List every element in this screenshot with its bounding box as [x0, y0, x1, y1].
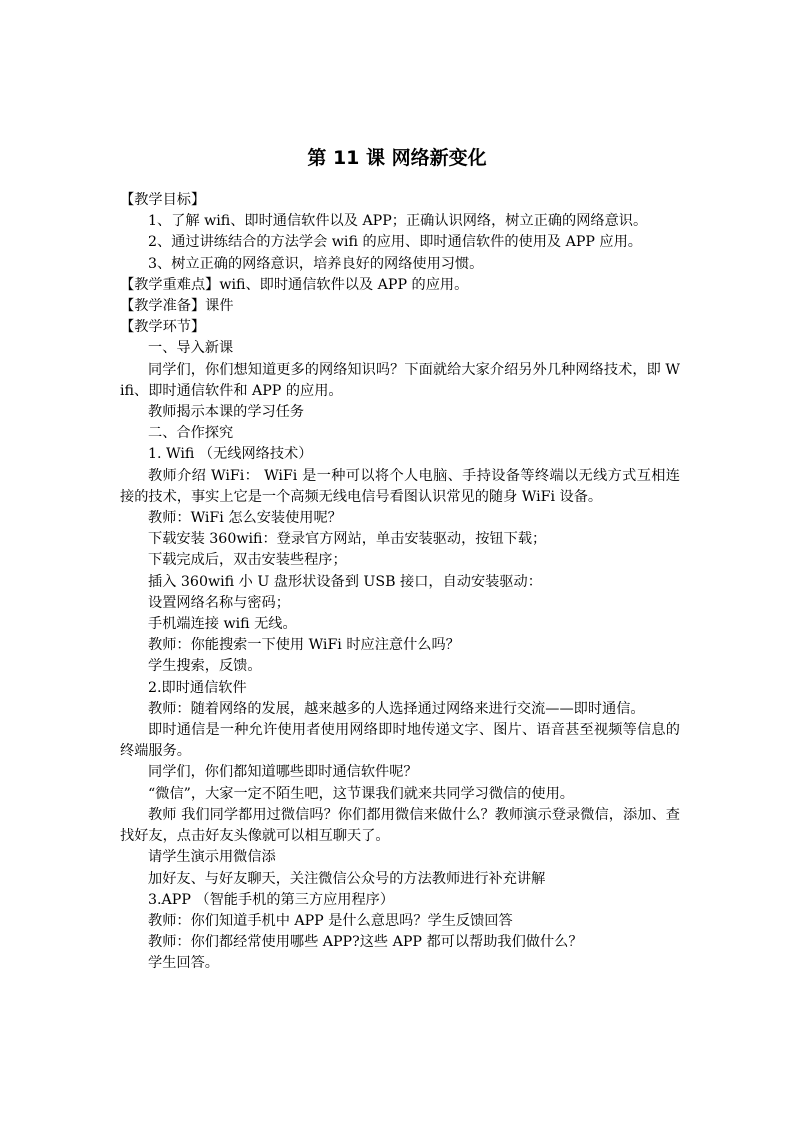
paragraph: 教师 我们同学都用过微信吗？你们都用微信来做什么？教师演示登录微信，添加、查找好友，点击好友头像就可以相互聊天了。 [120, 806, 680, 845]
paragraph: 下载完成后，双击安装些程序； [148, 552, 347, 569]
paragraph: 手机端连接 wifi 无线。 [148, 616, 297, 633]
paragraph: 2.即时通信软件 [148, 679, 247, 696]
paragraph: 同学们，你们想知道更多的网络知识吗？下面就给大家介绍另外几种网络技术，即 Wifi、即时通信软件和 APP 的应用。 [120, 361, 680, 399]
paragraph: 教师：你们知道手机中 APP 是什么意思吗？学生反馈回答 [148, 912, 513, 929]
paragraph: 教师：你们都经常使用哪些 APP?这些 APP 都可以帮助我们做什么？ [148, 934, 583, 951]
paragraph: 同学们，你们都知道哪些即时通信软件呢？ [148, 764, 418, 781]
paragraph: 教师介绍 WiFi： WiFi 是一种可以将个人电脑、手持设备等终端以无线方式互相连接的技术，事实上它是一个高频无线电信号看图认识常见的随身 WiFi 设备。 [120, 467, 680, 505]
paragraph: 教师：WiFi 怎么安装使用呢？ [148, 510, 342, 527]
paragraph: 下载安装 360wifi：登录官方网站，单击安装驱动，按钮下载； [148, 531, 547, 548]
paragraph: 插入 360wifi 小 U 盘形状设备到 USB 接口，自动安装驱动： [148, 573, 542, 590]
paragraph: 3、树立正确的网络意识，培养良好的网络使用习惯。 [148, 255, 484, 272]
paragraph: 学生回答。 [148, 955, 219, 972]
paragraph: 2、通过讲练结合的方法学会 wifi 的应用、即时通信软件的使用及 APP 应用。 [148, 234, 642, 251]
paragraph: 教师：你能搜索一下使用 WiFi 时应注意什么吗？ [148, 637, 460, 654]
paragraph: 教师揭示本课的学习任务 [148, 404, 305, 421]
paragraph: 即时通信是一种允许使用者使用网络即时地传递文字、图片、语音甚至视频等信息的终端服务。 [120, 722, 680, 760]
paragraph: 一、导入新课 [148, 340, 234, 357]
paragraph: 1、了解 wifi、即时通信软件以及 APP；正确认识网络，树立正确的网络意识。 [148, 213, 648, 230]
paragraph: 【教学目标】 [120, 192, 206, 208]
paragraph: 二、合作探究 [148, 425, 234, 442]
paragraph: 【教学准备】课件 [120, 298, 234, 315]
paragraph: 【教学环节】 [120, 319, 206, 336]
paragraph: 学生搜索，反馈。 [148, 658, 262, 675]
paragraph: 1. Wifi （无线网络技术） [148, 446, 313, 463]
paragraph: “微信”，大家一定不陌生吧，这节课我们就来共同学习微信的使用。 [148, 785, 574, 802]
document-body [120, 190, 680, 975]
paragraph: 教师：随着网络的发展，越来越多的人选择通过网络来进行交流——即时通信。 [148, 700, 645, 717]
paragraph: 请学生演示用微信添 [148, 849, 276, 866]
paragraph: 【教学重难点】wifi、即时通信软件以及 APP 的应用。 [120, 276, 469, 293]
paragraph: 3.APP （智能手机的第三方应用程序） [148, 891, 395, 908]
paragraph: 加好友、与好友聊天，关注微信公众号的方法教师进行补充讲解 [148, 870, 546, 887]
paragraph: 设置网络名称与密码； [148, 594, 290, 611]
page-title: 第 11 课 网络新变化 [307, 147, 487, 169]
